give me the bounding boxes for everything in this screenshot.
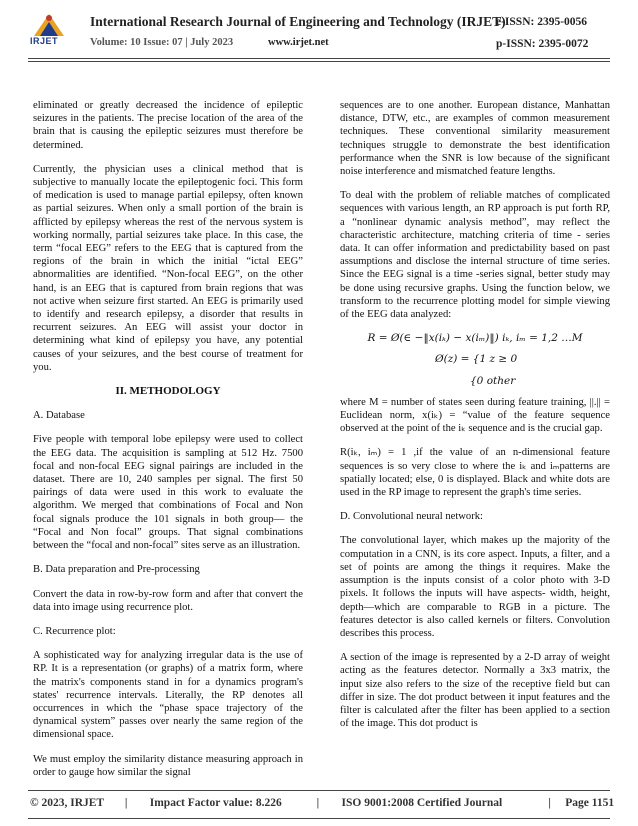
journal-title: International Research Journal of Engineering and Technology (IRJET) bbox=[90, 14, 506, 29]
paragraph: eliminated or greatly decreased the incidence of epileptic seizures in the patients. The precise location of the area of the brain that is causing the epileptic seizures must therefore be determined. bbox=[33, 100, 303, 151]
footer-impact-factor: Impact Factor value: 8.226 bbox=[149, 797, 282, 809]
footer-copyright: © 2023, IRJET bbox=[30, 797, 105, 809]
equation-heaviside-case: {0 other bbox=[470, 374, 516, 387]
header-rule-bottom bbox=[28, 61, 610, 62]
equation-heaviside: Ø(z) = {1 z ≥ 0 bbox=[435, 353, 518, 366]
page-footer bbox=[30, 797, 615, 809]
right-column bbox=[340, 99, 610, 741]
footer-rule-top bbox=[28, 790, 610, 791]
footer-separator: | bbox=[548, 797, 551, 809]
e-issn: e-ISSN: 2395-0056 bbox=[496, 16, 588, 28]
paragraph: A section of the image is represented by a 2-D array of weight acting as the features detector. Normally a 3x3 matrix, the input size also refers to the size of the receptive field but can differ in size. The dot product between it input features and the filter is calculated after the filter has been applied to a section of the image. This dot product is bbox=[340, 652, 610, 730]
page-number: Page 1151 bbox=[565, 797, 615, 809]
subsection-heading: A. Database bbox=[33, 410, 85, 422]
subsection-heading: C. Recurrence plot: bbox=[33, 625, 116, 637]
subsection-heading: B. Data preparation and Pre-processing bbox=[33, 564, 200, 576]
footer-iso: ISO 9001:2008 Certified Journal bbox=[341, 797, 503, 809]
header-rule-top bbox=[28, 58, 610, 59]
section-heading: II. METHODOLOGY bbox=[115, 385, 221, 398]
p-issn: p-ISSN: 2395-0072 bbox=[496, 38, 589, 50]
subsection-heading: D. Convolutional neural network: bbox=[340, 511, 483, 523]
equation-recurrence: R = Ø(∈ −‖x(iₖ) − x(iₘ)‖) iₖ, iₘ = 1,2 …M bbox=[367, 332, 583, 345]
footer-separator: | bbox=[124, 797, 128, 809]
website-link[interactable]: www.irjet.net bbox=[268, 37, 329, 48]
paragraph: Five people with temporal lobe epilepsy were used to collect the EEG data. The acquisition is sampling at 512 Hz. 7500 focal and non-focal EEG signal pairings are included in the dataset. There are 10, 240 samples per signal. The first 50 pairings of data were used in this work to evaluate the algorithm. We merged that combinations of Focal and Non focal signals produce the 101 signals in both group— the “Focal and Non focal” groups. That signal combinations between the “focal and non-focal” sites serve as an illustration. bbox=[33, 434, 303, 552]
paragraph: A sophisticated way for analyzing irregular data is the use of RP. It is a representation (or graphs) of a matrix form, where the matrix's components stand in for a dynamics program's states' recurrence intervals. Literally, the RP denotes all occurrences in which the “phase space trajectory of the dynamical system” passes over nearly the same region of the dimensional space. bbox=[33, 650, 303, 741]
paragraph: Convert the data in row-by-row form and after that convert the data into image using recurrence plot. bbox=[33, 588, 303, 613]
paragraph: Currently, the physician uses a clinical method that is subjective to manually locate the epileptogenic foci. This form of medication is used to manage partial epilepsy, often known as partial seizures. When only a small portion of the brain is afflicted by epilepsy whereas the rest of the nervous system is working normally, partial seizures take place. In this case, the term “focal EEG” refers to the EEG that is captured from the regions of the brain in which the initial “ictal EEG” abnormalities are identified. “Non-focal EEG”, on the other hand, is an EEG that is captured from brain regions that was not active when seizure first started. An EEG is primarily used to identify and research epilepsy, a disorder that results in recurrent seizures. An EEG will assist your doctor in determining what kind of epilepsy you have, any potential causes of your seizures, and the best course of treatment for you. bbox=[33, 163, 303, 373]
paragraph: To deal with the problem of reliable matches of complicated sequences with various length, an RP approach is put forth RP, a “nonlinear dynamic analysis method”, may reflect the characteristic architecture, matching criteria of time - series data. It can offer information and predictability based on past assumptions and disclose the internal structure of time series. Since the EEG signal is a time -series signal, better study may be done using recursive graphs. Using the function below, we transform to the recurrence plotting model for simple viewing of the EEG data analyzed: bbox=[340, 190, 610, 321]
page-header bbox=[0, 0, 638, 92]
logo-text: IRJET bbox=[30, 36, 59, 46]
paragraph: R(iₖ, iₘ) = 1 ,if the value of an n-dimensional feature sequences is so very close to where the iₖ and iₘpatterns are spatially located; else, 0 is displayed. Black and white dots are used in the RP image to represent the graph's time series. bbox=[340, 447, 610, 499]
footer-separator: | bbox=[316, 797, 320, 809]
paragraph: The convolutional layer, which makes up the majority of the computation in a CNN, is its core aspect. Inputs, a filter, and a set of points are among the things it requires. Make the assumption is the inputs consist of a color photo with 3-D pixels. It follows the inputs will have aspects- width, height, depth—which are comparable to RGB in a picture. The features detector is also called kernels or filters. Convolution describes this process. bbox=[340, 535, 610, 639]
footer-rule-bottom bbox=[28, 818, 610, 819]
paragraph: We must employ the similarity distance measuring approach in order to gauge how similar the signal bbox=[33, 753, 303, 778]
volume-issue: Volume: 10 Issue: 07 | July 2023 bbox=[90, 37, 234, 48]
paragraph: sequences are to one another. European distance, Manhattan distance, DTW, etc., are examples of common measurement techniques. These conventional similarity measurement techniques struggle to demonstrate the best identification performance when the SNR is low because of the significant noise interference and mismatched feature lengths. bbox=[340, 100, 610, 178]
left-column bbox=[33, 99, 303, 790]
paragraph: where M = number of states seen during feature training, ||.|| = Euclidean norm, x(iₖ) = “value of the feature sequence observed at the point of the iₖ sequence and is the crucial gap. bbox=[340, 396, 610, 435]
